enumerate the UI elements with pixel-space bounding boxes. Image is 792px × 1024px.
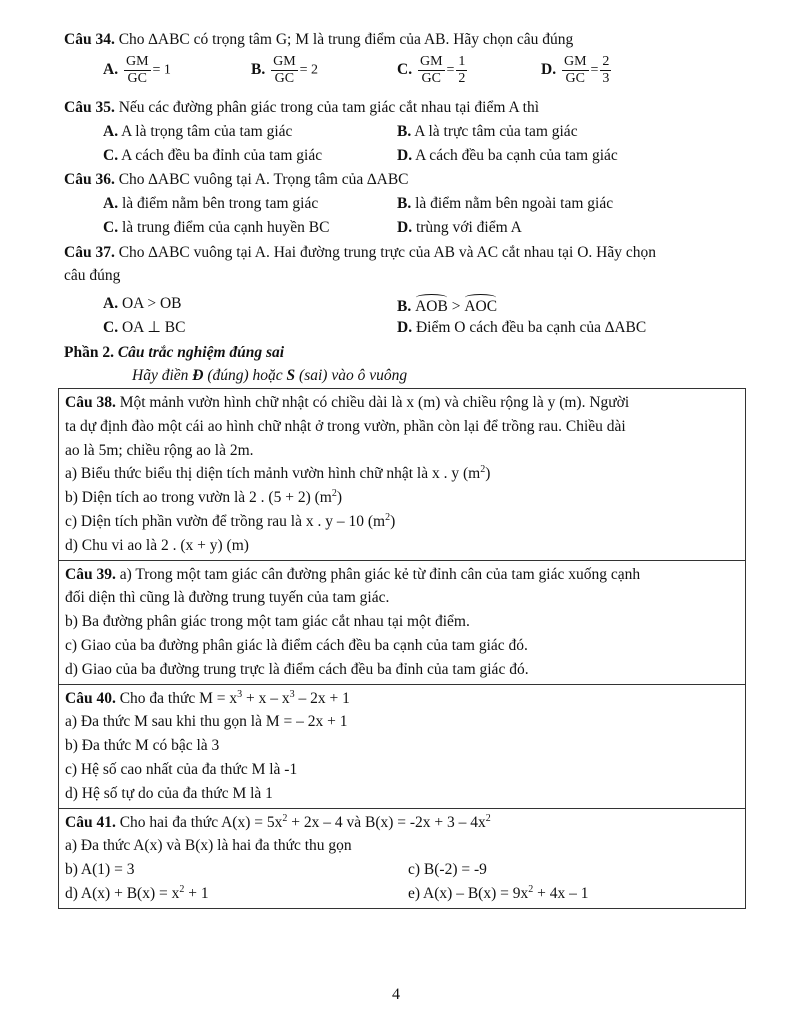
question-37 xyxy=(64,243,656,263)
statement-40-a: a) Đa thức M sau khi thu gọn là M = – 2x + 1 xyxy=(65,713,348,731)
fraction: $\frac{1}{2}$ xyxy=(458,54,466,86)
true-false-table xyxy=(58,388,746,909)
fraction: $\frac{GM}{GC}$ xyxy=(419,54,443,86)
question-label: Câu 34. xyxy=(64,31,115,48)
option-letter: C. xyxy=(397,61,413,79)
question-37-continued: câu đúng xyxy=(64,267,121,284)
statement-40-c: c) Hệ số cao nhất của đa thức M là -1 xyxy=(65,760,298,778)
option-36-d: D. trùng với điểm A xyxy=(397,219,522,236)
option-34-d: D. $\frac{GM}{GC}$ = $\frac{2}{3}$ xyxy=(541,54,610,86)
option-37-c: C. OA ⊥ BC xyxy=(103,319,186,336)
question-34 xyxy=(64,30,573,50)
statement-40-d: d) Hệ số tự do của đa thức M là 1 xyxy=(65,784,273,802)
angle-aob: AOB xyxy=(415,294,448,317)
question-text: Cho ∆ABC vuông tại A. Trọng tâm của ∆ABC xyxy=(114,171,409,188)
statement-41-a: a) Đa thức A(x) và B(x) là hai đa thức thu gọn xyxy=(65,837,352,855)
part-2-heading: Phần 2. Câu trắc nghiệm đúng sai xyxy=(64,344,285,361)
option-36-a: A. là điểm nằm bên trong tam giác xyxy=(103,195,319,212)
part-2-instruction: Hãy điền Đ (đúng) hoặc S (sai) vào ô vuông xyxy=(132,367,408,384)
question-label: Câu 36. xyxy=(64,171,115,188)
statement-41-d: d) $A(x) + B(x) = x^2 + 1$ xyxy=(65,883,209,902)
question-40-row: Câu 40. Cho đa thức $M = x^3 + x - x^3 - 2x + 1$ a) Đa thức M sau khi thu gọn là M = – 2x + 1 b) Đa thức M có bậc là 3 c) Hệ số cao nhất của đa thức M là -1 d) Hệ số tự do của đa thức M là 1 xyxy=(59,684,746,808)
fraction: $\frac{GM}{GC}$ xyxy=(563,54,587,86)
fraction: $\frac{GM}{GC}$ xyxy=(125,54,149,86)
statement-38-a: a) Biểu thức biểu thị diện tích mảnh vườn hình chữ nhật là x . y $(m^2)$ xyxy=(65,464,491,483)
statement-39-d: d) Giao của ba đường trung trực là điểm cách đều ba đỉnh của tam giác đó. xyxy=(65,660,529,678)
question-label: Câu 35. xyxy=(64,99,115,116)
option-letter: D. xyxy=(541,61,557,79)
statement-40-b: b) Đa thức M có bậc là 3 xyxy=(65,737,220,755)
option-value: = 2 xyxy=(299,62,319,78)
option-letter: B. xyxy=(251,61,266,79)
option-value: = 1 xyxy=(152,62,171,78)
option-letter: A. xyxy=(103,61,119,79)
option-37-d: D. Điểm O cách đều ba cạnh của ∆ABC xyxy=(397,319,647,336)
option-35-c: C. A cách đều ba đỉnh của tam giác xyxy=(103,147,323,164)
question-35 xyxy=(64,98,539,118)
option-35-a: A. A là trọng tâm của tam giác xyxy=(103,123,293,140)
question-text: Cho ∆ABC có trọng tâm G; M là trung điểm của AB. Hãy chọn câu đúng xyxy=(114,31,574,48)
question-41-row: Câu 41. Cho hai đa thức $A(x) = 5x^2 + 2x - 4$ và $B(x) = -2x + 3 - 4x^2$ a) Đa thức A(x) và B(x) là hai đa thức thu gọn b) A(1) = 3 c) B(-2) = -9 d) $A(x) + B(x) = x^2 + 1$ e) $A(x) - B(x) = 9x^2 + 4x - 1$ xyxy=(59,808,746,908)
fraction: $\frac{GM}{GC}$ xyxy=(273,54,296,86)
fraction: $\frac{2}{3}$ xyxy=(602,54,610,86)
statement-41-c: c) B(-2) = -9 xyxy=(408,861,487,879)
statement-41-e: e) $A(x) - B(x) = 9x^2 + 4x - 1$ xyxy=(408,883,589,902)
angle-aoc: AOC xyxy=(464,294,497,317)
option-34-a xyxy=(103,54,171,87)
question-36 xyxy=(64,170,409,190)
statement-38-c: c) Diện tích phần vườn để trồng rau là x . y – 10 $(m^2)$ xyxy=(65,511,396,530)
option-35-d: D. A cách đều ba cạnh của tam giác xyxy=(397,147,618,164)
option-36-c: C. là trung điểm của cạnh huyền BC xyxy=(103,219,330,236)
question-text: Nếu các đường phân giác trong của tam giác cắt nhau tại điểm A thì xyxy=(114,99,540,116)
option-37-b: B. AOB > AOC xyxy=(397,294,497,317)
statement-41-b: b) A(1) = 3 xyxy=(65,861,135,879)
option-36-b: B. là điểm nằm bên ngoài tam giác xyxy=(397,195,614,212)
option-34-b xyxy=(251,54,318,87)
page-number: 4 xyxy=(392,986,400,1003)
option-34-c: C. $\frac{GM}{GC}$ = $\frac{1}{2}$ xyxy=(397,54,466,86)
option-37-a: A. OA > OB xyxy=(103,295,182,312)
statement-39-c: c) Giao của ba đường phân giác là điểm cách đều ba cạnh của tam giác đó. xyxy=(65,636,528,654)
question-38-row: Câu 38. Một mảnh vườn hình chữ nhật có chiều dài là x (m) và chiều rộng là y (m). Người ta dự định đào một cái ao hình chữ nhật ở trong vườn, phần còn lại để trồng rau. Chiều dài ao là 5m; chiều rộng ao là 2m. a) Biểu thức biểu thị diện tích mảnh vườn hình chữ nhật là x . y $(m^2)$ b) Diện tích ao trong vườn là 2 . (5 + 2) $(m^2)$ c) Diện tích phần vườn để trồng rau là x . y – 10 $(m^2)$ d) Chu vi ao là 2 . (x + y) (m) xyxy=(59,389,746,561)
question-label: Câu 37. xyxy=(64,244,115,261)
question-39-row: Câu 39. a) Trong một tam giác cân đường phân giác kẻ từ đỉnh cân của tam giác xuống cạnh đối diện thì cũng là đường trung tuyến của tam giác. b) Ba đường phân giác trong một tam giác cắt nhau tại một điểm. c) Giao của ba đường phân giác là điểm cách đều ba cạnh của tam giác đó. d) Giao của ba đường trung trực là điểm cách đều ba đỉnh của tam giác đó. xyxy=(59,560,746,684)
statement-38-b: b) Diện tích ao trong vườn là 2 . (5 + 2) $(m^2)$ xyxy=(65,488,342,507)
option-35-b: B. A là trực tâm của tam giác xyxy=(397,123,578,140)
statement-39-b: b) Ba đường phân giác trong một tam giác cắt nhau tại một điểm. xyxy=(65,613,470,631)
question-text: Cho ∆ABC vuông tại A. Hai đường trung trực của AB và AC cắt nhau tại O. Hãy chọn xyxy=(114,244,656,261)
statement-38-d: d) Chu vi ao là 2 . (x + y) (m) xyxy=(65,536,249,554)
